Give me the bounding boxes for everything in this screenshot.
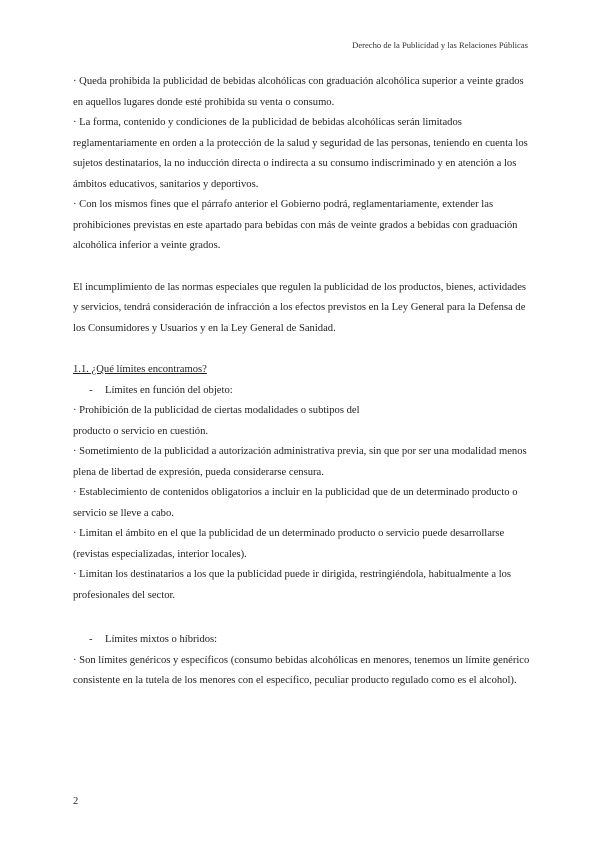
dash-marker: - <box>89 634 93 645</box>
bullet-paragraph: · Limitan el ámbito en el que la publicidad de un determinado producto o servicio puede desarrollarse (revistas especializadas, interior locales). <box>73 528 505 560</box>
bullet-paragraph: · Limitan los destinatarios a los que la publicidad puede ir dirigida, restringiéndola, habitualmente a los profesionales del sector. <box>73 569 512 601</box>
body-paragraph: El incumplimiento de las normas especiales que regulen la publicidad de los productos, bienes, actividades y servicios, tendrá consideración de infracción a los efectos previstos en la Ley General para la Defensa de los Consumidores y Usuarios y en la Ley General de Sanidad. <box>73 281 527 334</box>
bullet-paragraph: · Queda prohibida la publicidad de bebidas alcohólicas con graduación alcohólica superior a veinte grados en aquellos lugares donde esté prohibida su venta o consumo. <box>73 76 524 108</box>
bullet-paragraph: · Sometimiento de la publicidad a autorización administrativa previa, sin que por ser una modalidad menos plena de libertad de expresión, pueda considerarse censura. <box>73 446 527 478</box>
document-body <box>73 72 530 692</box>
bullet-paragraph: · Con los mismos fines que el párrafo anterior el Gobierno podrá, reglamentariamente, extender las prohibiciones previstas en este apartado para bebidas con más de veinte grados a bebidas con graduación alcohólica inferior a veinte grados. <box>73 199 518 251</box>
page-number: 2 <box>73 796 79 807</box>
subsection-title-object <box>73 381 530 402</box>
bullet-paragraph: · Prohibición de la publicidad de ciertas modalidades o subtipos del <box>73 405 360 416</box>
subsection-title-text: Límites en función del objeto: <box>105 384 233 396</box>
bullet-paragraph: · La forma, contenido y condiciones de la publicidad de bebidas alcohólicas serán limitados reglamentariamente en orden a la protección de la salud y seguridad de las personas, teniendo en cuenta los sujetos destinatarios, la no inducción directa o indirecta a su consumo indiscriminado y en atención a los ámbitos educativos, sanitarios y deportivos. <box>73 117 528 190</box>
section-heading: 1.1. ¿Qué límites encontramos? <box>73 364 207 375</box>
dash-marker: - <box>89 384 93 396</box>
running-header: Derecho de la Publicidad y las Relaciones Públicas <box>352 40 528 50</box>
bullet-continuation: producto o servicio en cuestión. <box>73 425 209 437</box>
bullet-paragraph: · Establecimiento de contenidos obligatorios a incluir en la publicidad que de un determinado producto o servicio se lleve a cabo. <box>73 487 518 519</box>
subsection-title-mixed <box>73 630 530 651</box>
bullet-paragraph: · Son límites genéricos y específicos (consumo bebidas alcohólicas en menores, tenemos un límite genérico consistente en la tutela de los menores con el específico, peculiar producto regulado como es el alcohol). <box>73 654 530 686</box>
subsection-title-text: Límites mixtos o híbridos: <box>105 634 218 645</box>
